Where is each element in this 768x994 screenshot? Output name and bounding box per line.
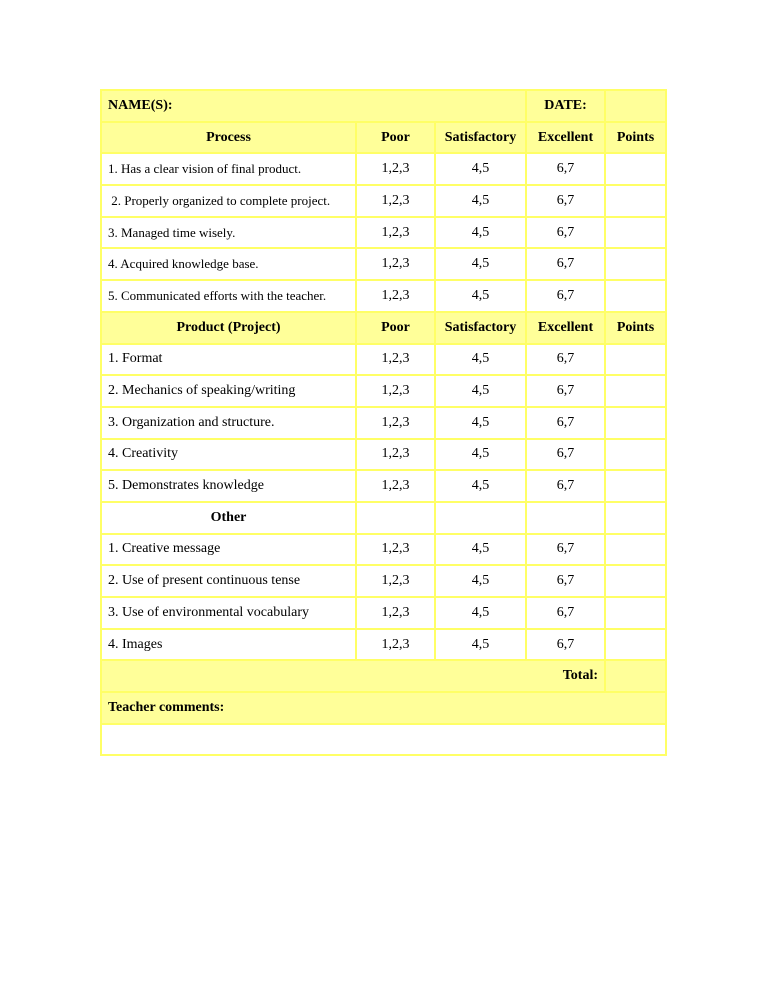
date-field[interactable]: [605, 90, 666, 122]
excellent-range: 6,7: [526, 217, 605, 249]
excellent-range: 6,7: [526, 248, 605, 280]
excellent-range: 6,7: [526, 375, 605, 407]
satisfactory-range: 4,5: [435, 375, 526, 407]
criterion: 4. Acquired knowledge base.: [101, 248, 356, 280]
excellent-range: 6,7: [526, 534, 605, 566]
satisfactory-range: 4,5: [435, 185, 526, 217]
points-field[interactable]: [605, 439, 666, 471]
col-poor: Poor: [356, 122, 435, 154]
col-poor: Poor: [356, 312, 435, 344]
empty-cell: [356, 502, 435, 534]
poor-range: 1,2,3: [356, 597, 435, 629]
criterion: 2. Use of present continuous tense: [101, 565, 356, 597]
table-row: [101, 344, 666, 376]
points-field[interactable]: [605, 375, 666, 407]
points-field[interactable]: [605, 470, 666, 502]
satisfactory-range: 4,5: [435, 248, 526, 280]
teacher-comments-label: Teacher comments:: [101, 692, 666, 724]
section-header-process: [101, 122, 666, 154]
table-row: [101, 280, 666, 312]
table-row: [101, 217, 666, 249]
poor-range: 1,2,3: [356, 153, 435, 185]
col-points: Points: [605, 312, 666, 344]
satisfactory-range: 4,5: [435, 597, 526, 629]
satisfactory-range: 4,5: [435, 344, 526, 376]
criterion: 3. Managed time wisely.: [101, 217, 356, 249]
excellent-range: 6,7: [526, 344, 605, 376]
empty-cell: [526, 502, 605, 534]
points-field[interactable]: [605, 153, 666, 185]
names-label: NAME(S):: [101, 90, 526, 122]
section-header-product: [101, 312, 666, 344]
table-row: [101, 375, 666, 407]
satisfactory-range: 4,5: [435, 153, 526, 185]
poor-range: 1,2,3: [356, 217, 435, 249]
satisfactory-range: 4,5: [435, 407, 526, 439]
col-points: Points: [605, 122, 666, 154]
poor-range: 1,2,3: [356, 407, 435, 439]
poor-range: 1,2,3: [356, 280, 435, 312]
excellent-range: 6,7: [526, 597, 605, 629]
poor-range: 1,2,3: [356, 629, 435, 661]
satisfactory-range: 4,5: [435, 565, 526, 597]
satisfactory-range: 4,5: [435, 439, 526, 471]
comments-header-row: [101, 692, 666, 724]
table-row: [101, 534, 666, 566]
table-row: [101, 248, 666, 280]
points-field[interactable]: [605, 629, 666, 661]
excellent-range: 6,7: [526, 565, 605, 597]
excellent-range: 6,7: [526, 470, 605, 502]
table-row: [101, 565, 666, 597]
empty-cell: [605, 502, 666, 534]
section-title: Process: [101, 122, 356, 154]
section-header-other: [101, 502, 666, 534]
total-row: [101, 660, 666, 692]
col-satisfactory: Satisfactory: [435, 122, 526, 154]
col-excellent: Excellent: [526, 122, 605, 154]
points-field[interactable]: [605, 534, 666, 566]
total-label: Total:: [101, 660, 605, 692]
poor-range: 1,2,3: [356, 344, 435, 376]
table-row: [101, 407, 666, 439]
points-field[interactable]: [605, 565, 666, 597]
points-field[interactable]: [605, 344, 666, 376]
criterion: 3. Use of environmental vocabulary: [101, 597, 356, 629]
criterion: 1. Creative message: [101, 534, 356, 566]
date-label: DATE:: [526, 90, 605, 122]
points-field[interactable]: [605, 597, 666, 629]
criterion: 2. Mechanics of speaking/writing: [101, 375, 356, 407]
poor-range: 1,2,3: [356, 470, 435, 502]
excellent-range: 6,7: [526, 185, 605, 217]
criterion: 1. Format: [101, 344, 356, 376]
poor-range: 1,2,3: [356, 185, 435, 217]
total-field[interactable]: [605, 660, 666, 692]
excellent-range: 6,7: [526, 280, 605, 312]
poor-range: 1,2,3: [356, 565, 435, 597]
table-row: [101, 185, 666, 217]
points-field[interactable]: [605, 248, 666, 280]
excellent-range: 6,7: [526, 153, 605, 185]
col-excellent: Excellent: [526, 312, 605, 344]
excellent-range: 6,7: [526, 439, 605, 471]
col-satisfactory: Satisfactory: [435, 312, 526, 344]
criterion: 4. Images: [101, 629, 356, 661]
poor-range: 1,2,3: [356, 534, 435, 566]
table-row: [101, 470, 666, 502]
table-row: [101, 153, 666, 185]
points-field[interactable]: [605, 217, 666, 249]
empty-cell: [435, 502, 526, 534]
points-field[interactable]: [605, 407, 666, 439]
table-row: [101, 439, 666, 471]
satisfactory-range: 4,5: [435, 534, 526, 566]
excellent-range: 6,7: [526, 629, 605, 661]
criterion: 5. Demonstrates knowledge: [101, 470, 356, 502]
table-row: [101, 597, 666, 629]
poor-range: 1,2,3: [356, 375, 435, 407]
teacher-comments-field[interactable]: [101, 724, 666, 756]
criterion: 2. Properly organized to complete project.: [101, 185, 356, 217]
satisfactory-range: 4,5: [435, 629, 526, 661]
poor-range: 1,2,3: [356, 248, 435, 280]
points-field[interactable]: [605, 280, 666, 312]
poor-range: 1,2,3: [356, 439, 435, 471]
satisfactory-range: 4,5: [435, 217, 526, 249]
section-title: Other: [101, 502, 356, 534]
criterion: 5. Communicated efforts with the teacher.: [101, 280, 356, 312]
satisfactory-range: 4,5: [435, 280, 526, 312]
criterion: 1. Has a clear vision of final product.: [101, 153, 356, 185]
comments-row: [101, 724, 666, 756]
rubric-table: [100, 89, 667, 756]
section-title: Product (Project): [101, 312, 356, 344]
header-row: [101, 90, 666, 122]
criterion: 4. Creativity: [101, 439, 356, 471]
criterion: 3. Organization and structure.: [101, 407, 356, 439]
satisfactory-range: 4,5: [435, 470, 526, 502]
points-field[interactable]: [605, 185, 666, 217]
excellent-range: 6,7: [526, 407, 605, 439]
table-row: [101, 629, 666, 661]
